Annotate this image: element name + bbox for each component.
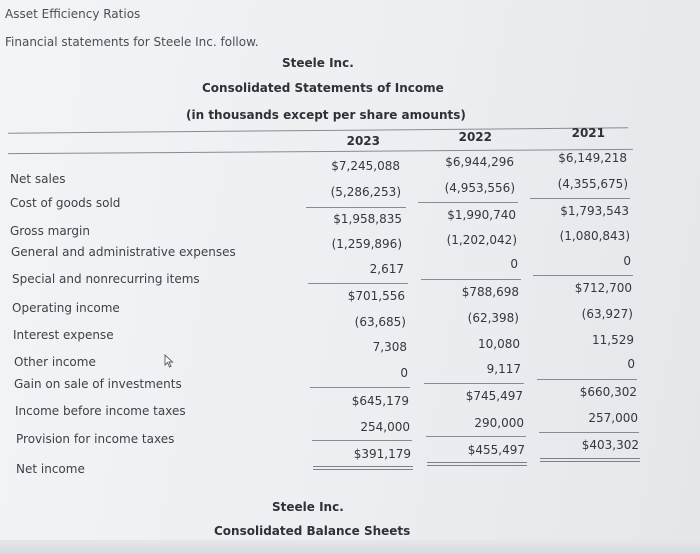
cell-2022-provision: 290,000 bbox=[474, 416, 524, 430]
cell-2023-gross-margin: $1,958,835 bbox=[333, 212, 402, 226]
year-2021-header: 2021 bbox=[571, 126, 605, 140]
cell-2022-special: 0 bbox=[510, 257, 518, 271]
cell-2021-net-income: $403,302 bbox=[581, 438, 639, 452]
cell-2021-ga: (1,080,843) bbox=[559, 229, 630, 243]
rule-2021-after-special bbox=[533, 275, 633, 276]
rule-2021-after-gain bbox=[537, 379, 637, 380]
row-label-income-before-taxes: Income before income taxes bbox=[15, 404, 186, 418]
row-label-gain-on-sale: Gain on sale of investments bbox=[14, 377, 182, 391]
rule-2023-after-provision bbox=[312, 440, 412, 441]
balance-company-name: Steele Inc. bbox=[272, 500, 344, 514]
cell-2021-provision: 257,000 bbox=[588, 411, 638, 425]
row-label-ga-expenses: General and administrative expenses bbox=[11, 245, 236, 259]
rule-2022-after-gain bbox=[424, 383, 524, 384]
cell-2023-net-sales: $7,245,088 bbox=[331, 159, 400, 173]
cell-2021-income-before-taxes: $660,302 bbox=[579, 385, 637, 399]
rule-2022-after-special bbox=[421, 279, 521, 280]
double-rule-2022-net-income bbox=[427, 462, 527, 466]
cell-2023-interest: (63,685) bbox=[354, 315, 406, 329]
row-label-operating-income: Operating income bbox=[12, 301, 120, 315]
problem-title: Asset Efficiency Ratios bbox=[5, 7, 141, 21]
balance-sheet-title: Consolidated Balance Sheets bbox=[214, 524, 411, 538]
cell-2022-net-sales: $6,944,296 bbox=[445, 155, 514, 169]
rule-2021-after-cogs bbox=[530, 198, 630, 199]
cell-2022-operating-income: $788,698 bbox=[461, 285, 519, 299]
cell-2023-other-income: 7,308 bbox=[372, 340, 407, 354]
cell-2021-other-income: 11,529 bbox=[592, 333, 634, 347]
cell-2023-gain: 0 bbox=[400, 366, 408, 380]
cell-2021-gross-margin: $1,793,543 bbox=[560, 204, 629, 218]
row-label-provision-for-taxes: Provision for income taxes bbox=[16, 432, 175, 446]
year-2022-header: 2022 bbox=[458, 130, 492, 144]
cell-2021-special: 0 bbox=[623, 254, 631, 268]
rule-2023-after-cogs bbox=[306, 207, 406, 208]
rule-2021-after-provision bbox=[539, 432, 639, 433]
cell-2021-net-sales: $6,149,218 bbox=[558, 151, 627, 165]
row-label-net-sales: Net sales bbox=[10, 172, 66, 186]
cell-2021-gain: 0 bbox=[627, 357, 635, 371]
year-2023-header: 2023 bbox=[346, 134, 380, 148]
income-statement-units: (in thousands except per share amounts) bbox=[186, 108, 466, 122]
cell-2023-ga: (1,259,896) bbox=[331, 237, 402, 251]
bottom-edge bbox=[0, 540, 700, 554]
header-top-rule bbox=[8, 127, 628, 133]
rule-2023-after-special bbox=[308, 283, 408, 284]
row-label-gross-margin: Gross margin bbox=[10, 224, 90, 238]
income-company-name: Steele Inc. bbox=[282, 56, 354, 70]
cell-2023-provision: 254,000 bbox=[360, 420, 410, 434]
cell-2022-interest: (62,398) bbox=[467, 311, 519, 325]
double-rule-2021-net-income bbox=[540, 458, 640, 462]
cell-2023-net-income: $391,179 bbox=[353, 447, 411, 461]
row-label-special-items: Special and nonrecurring items bbox=[12, 272, 200, 286]
double-rule-2023-net-income bbox=[313, 466, 413, 470]
cell-2023-operating-income: $701,556 bbox=[347, 289, 405, 303]
mouse-pointer-icon bbox=[164, 354, 174, 368]
cell-2022-gain: 9,117 bbox=[486, 362, 521, 376]
cell-2022-cogs: (4,953,556) bbox=[444, 181, 515, 195]
cell-2023-income-before-taxes: $645,179 bbox=[351, 394, 409, 408]
problem-subtitle: Financial statements for Steele Inc. follow. bbox=[5, 35, 259, 49]
rule-2022-after-cogs bbox=[418, 202, 518, 203]
row-label-interest-expense: Interest expense bbox=[13, 328, 114, 342]
rule-2022-after-provision bbox=[426, 436, 526, 437]
cell-2022-net-income: $455,497 bbox=[467, 443, 525, 457]
cell-2021-cogs: (4,355,675) bbox=[557, 177, 628, 191]
cell-2023-special: 2,617 bbox=[369, 262, 404, 276]
row-label-cost-of-goods-sold: Cost of goods sold bbox=[10, 196, 121, 210]
income-statement-title: Consolidated Statements of Income bbox=[202, 81, 444, 95]
rule-2023-after-gain bbox=[310, 387, 410, 388]
row-label-net-income: Net income bbox=[16, 462, 85, 476]
cell-2022-other-income: 10,080 bbox=[478, 337, 520, 351]
cell-2023-cogs: (5,286,253) bbox=[330, 185, 401, 199]
cell-2021-interest: (63,927) bbox=[581, 307, 633, 321]
cell-2022-ga: (1,202,042) bbox=[446, 233, 517, 247]
cell-2021-operating-income: $712,700 bbox=[574, 281, 632, 295]
cell-2022-gross-margin: $1,990,740 bbox=[447, 208, 516, 222]
cell-2022-income-before-taxes: $745,497 bbox=[465, 389, 523, 403]
row-label-other-income: Other income bbox=[14, 355, 96, 369]
